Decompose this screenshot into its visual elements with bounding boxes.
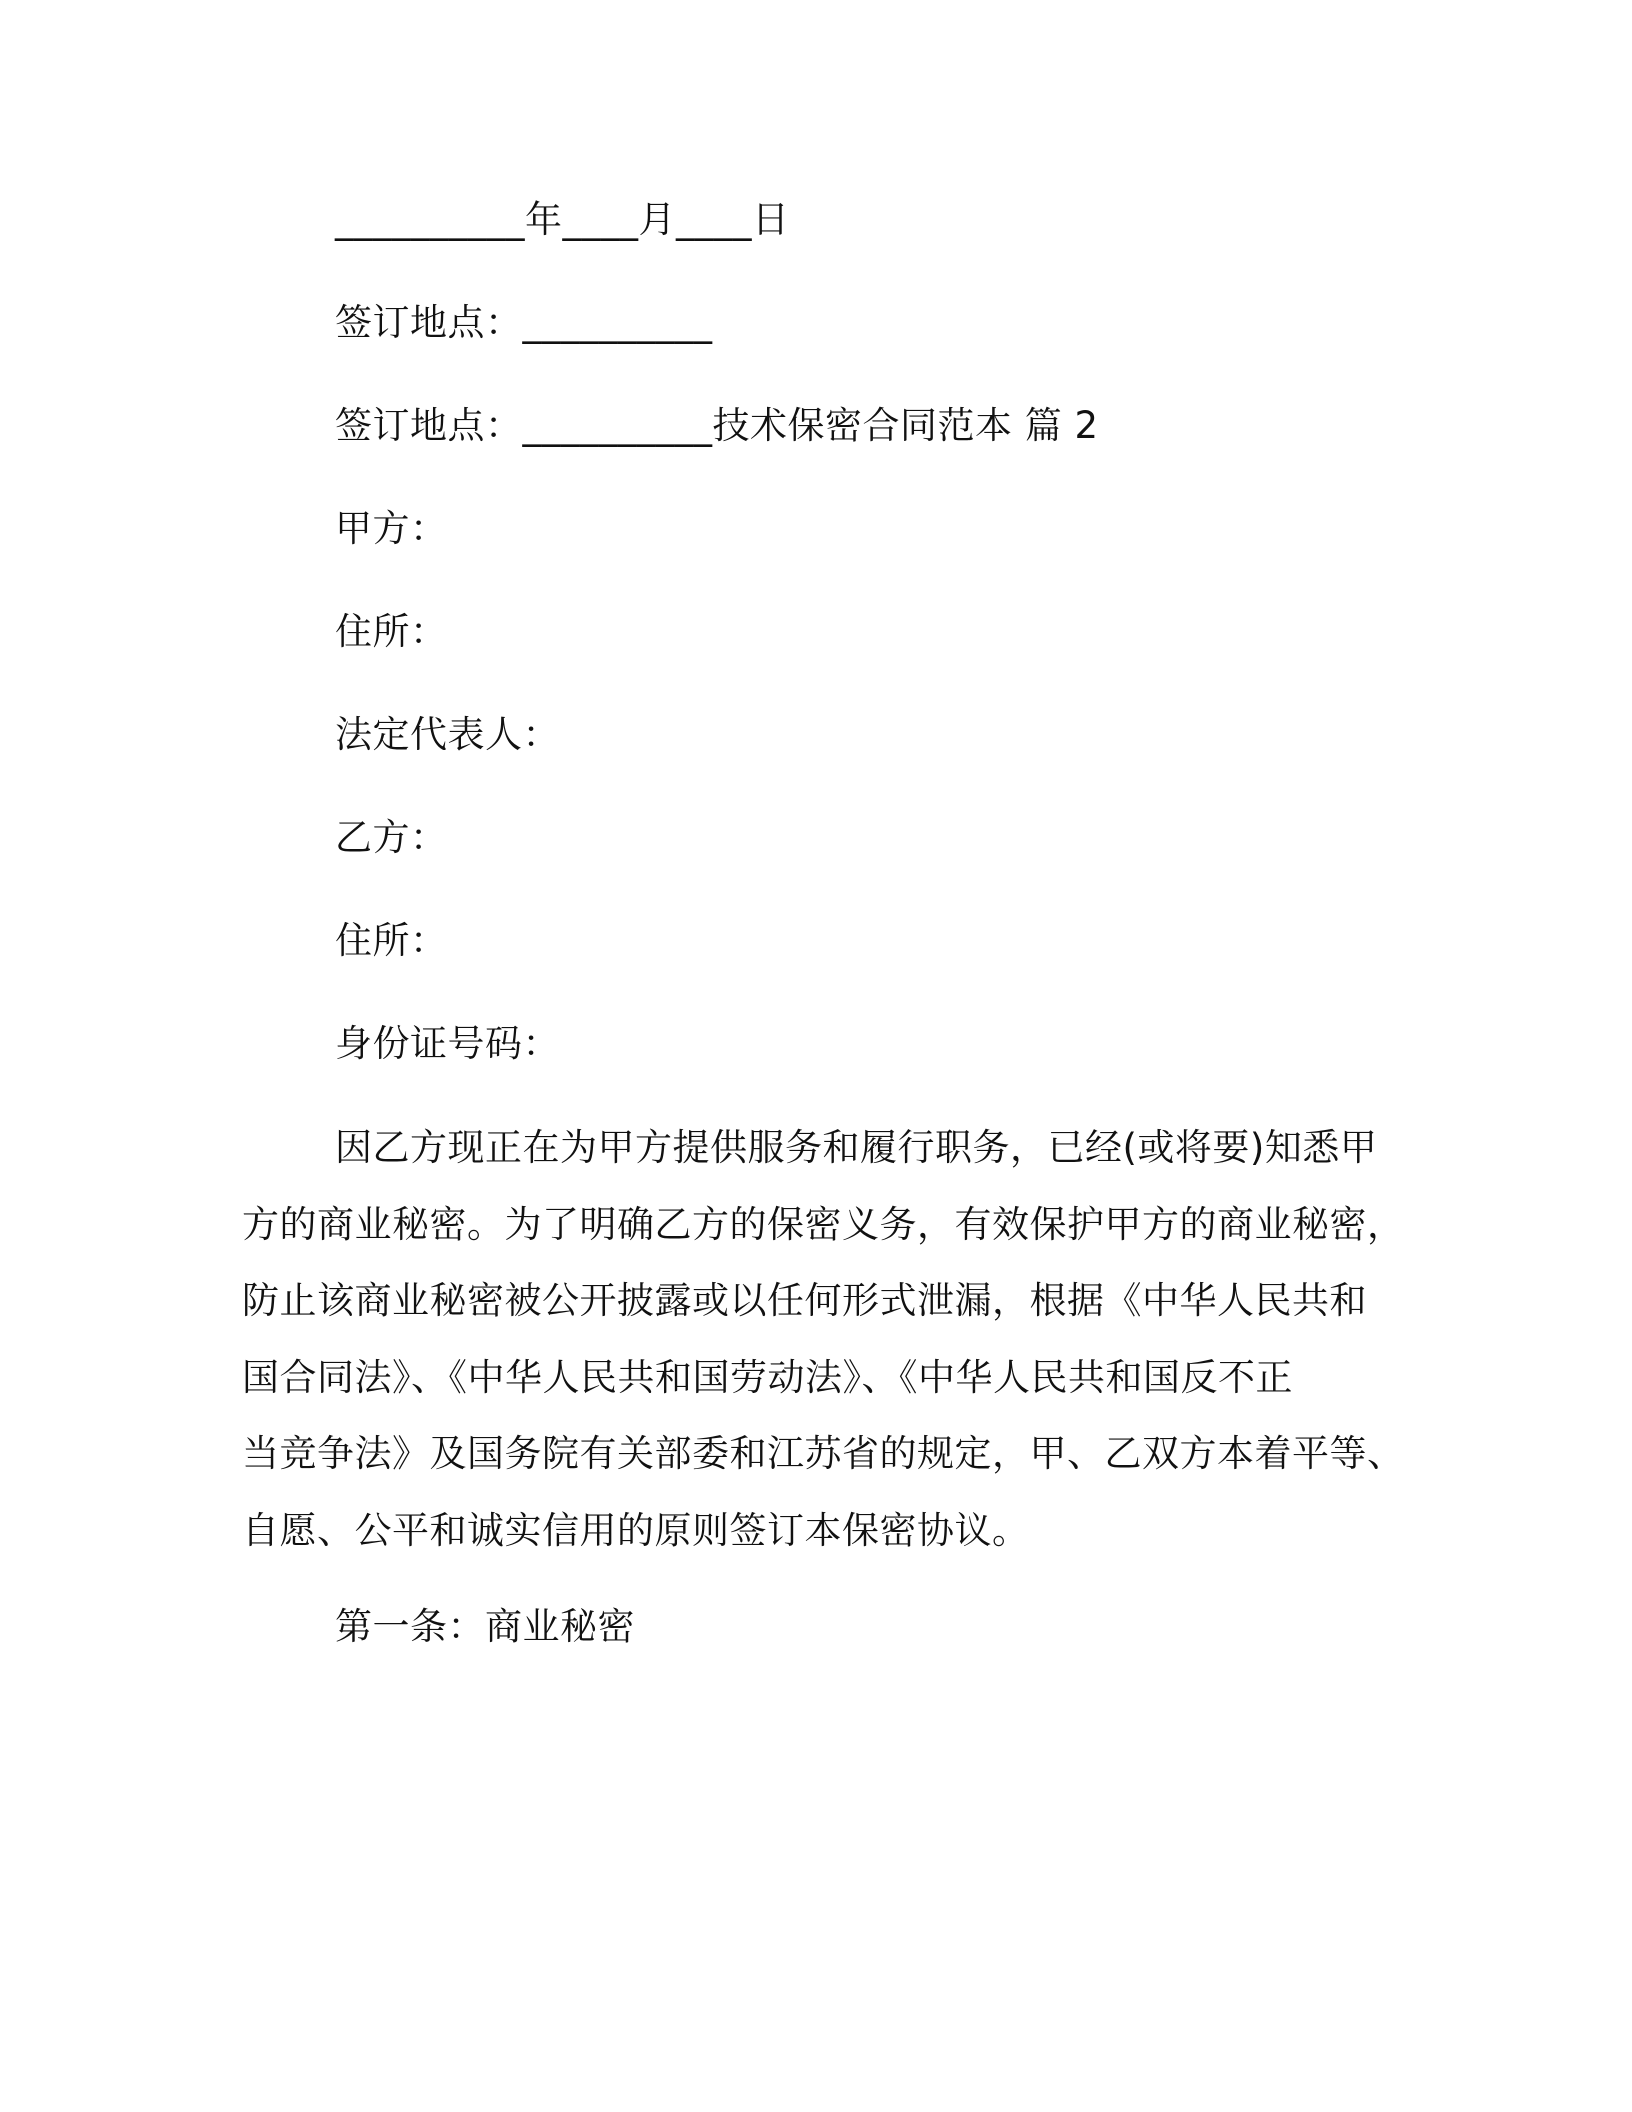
preamble-line: 防止该商业秘密被公开披露或以任何形式泄漏，根据《中华人民共和 xyxy=(242,1279,1367,1322)
preamble-line: 方的商业秘密。为了明确乙方的保密义务，有效保护甲方的商业秘密， xyxy=(242,1202,1405,1246)
signing-place-line-1: 签订地点：__________ xyxy=(335,301,713,344)
legal-representative-label: 法定代表人： xyxy=(335,713,560,756)
preamble-paragraph xyxy=(242,1110,1405,1569)
article-1-heading: 第一条：商业秘密 xyxy=(335,1605,635,1648)
party-b-label: 乙方： xyxy=(335,816,448,859)
preamble-line: 自愿、公平和诚实信用的原则签订本保密协议。 xyxy=(242,1508,1030,1552)
id-number-label: 身份证号码： xyxy=(335,1022,560,1065)
preamble-line: 因乙方现正在为甲方提供服务和履行职务，已经(或将要)知悉甲 xyxy=(335,1126,1378,1169)
preamble-line: 国合同法》、《中华人民共和国劳动法》、《中华人民共和国反不正 xyxy=(242,1355,1293,1399)
party-a-label: 甲方： xyxy=(335,507,448,550)
preamble-line: 当竞争法》及国务院有关部委和江苏省的规定，甲、乙双方本着平等、 xyxy=(242,1432,1405,1475)
party-b-address-label: 住所： xyxy=(335,919,448,962)
party-a-address-label: 住所： xyxy=(335,610,448,653)
signing-place-line-2: 签订地点：__________技术保密合同范本 篇 2 xyxy=(335,404,1099,447)
date-line: __________年____月____日 xyxy=(335,198,790,241)
